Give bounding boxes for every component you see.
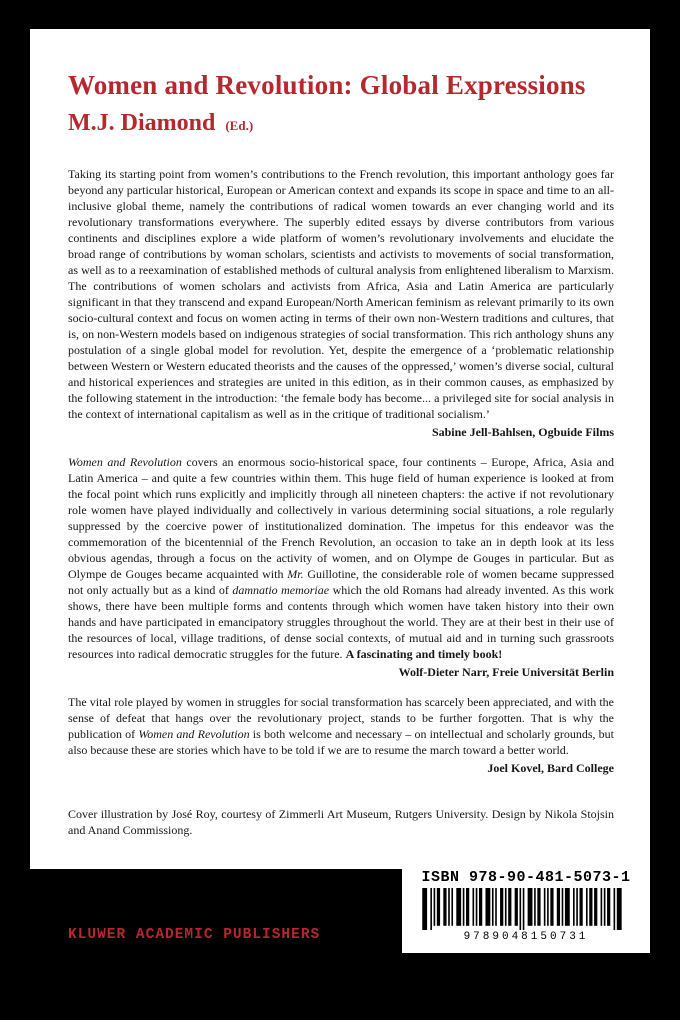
blurb-2-latin-italic: damnatio memoriae	[232, 583, 330, 598]
author-name: M.J. Diamond	[68, 109, 216, 136]
isbn-barcode-box	[402, 866, 650, 953]
barcode	[419, 888, 633, 930]
blurb-3-attribution: Joel Kovel, Bard College	[487, 761, 614, 776]
blurb-2-part1: covers an enormous socio-historical space, four continents – Europe, Africa, Asia and Latin America – and quite a few countries within them. This huge field of human experience is looked at from the focal point which runs explicitly and implicitly through all nineteen chapters: the active if not revolutionary role women have played individually and collectively in various determining social situations, a role regularly suppressed by the coercive power of institutionalized domination. The impetus for this endeavor was the commemoration of the bicentennial of the French Revolution, an occasion to take an in depth look at its less obvious agendas, through a focus on the activity of women, and on Olympe de Gouges in particular. But as Olympe de Gouges became acquainted with	[68, 455, 614, 582]
blurb-1-text: Taking its starting point from women’s contributions to the French revolution, this important anthology goes far beyond any particular historical, European or American context and expands its scope in space and time to an all-inclusive global theme, namely the contributions of radical women towards an ever changing world and its revolutionary transformations everywhere. The superbly edited essays by diverse contributors from various continents and disciplines explore a wide platform of women’s revolutionary involvements and elucidate the broad range of contributions by woman scholars, scientists and activists to movements of social transformation, as well as to a reexamination of established methods of cultural analysis from enlightened liberalism to Marxism. The contributions of women scholars and activists from Africa, Asia and Latin America are particularly significant in that they transcend and expand European/North American feminism as relevant primarily to its own socio-cultural context and focus on women acting in terms of their own non-Western traditions and cultures, that is, on non-Western models based on indigenous strategies of social transformation. This rich anthology shuns any postulation of a single global model for revolution. Yet, despite the emergence of a ‘problematic relationship between Western or Western educated theorists and the causes of the oppressed,’ women’s diverse social, cultural and historical experiences and strategies are united in this edition, as in their common causes, as emphasized by the following statement in the introduction: ‘the female body has become... a privileged site for social analysis in the context of international capitalism as well as in the critique of traditional socialism.’	[68, 167, 614, 422]
isbn-label: ISBN 978-90-481-5073-1	[421, 869, 631, 886]
editor-suffix: (Ed.)	[225, 117, 254, 133]
blurb-2-part2: Guillotine, the considerable role of women became suppressed not only actually but as a kind of	[68, 567, 614, 598]
publisher-logo: KLUWER ACADEMIC PUBLISHERS	[68, 927, 321, 943]
blurb-3-part2: is both welcome and necessary – on intellectual and scholarly grounds, but also because these are stories which have to be told if we are to resume the march toward a better world.	[68, 727, 614, 758]
page-body	[30, 29, 650, 869]
blurb-3-text	[68, 694, 614, 758]
blurb-2-title-italic: Women and Revolution	[68, 455, 182, 470]
blurb-section	[68, 166, 614, 776]
blurb-3-title-italic: Women and Revolution	[138, 727, 250, 742]
blurb-2-part3: which the old Romans had already invented. As this work shows, there have been multiple forms and contents through which women have taken history into their own hands and have participated in emancipatory struggles throughout the world. They are at their best in their use of the resources of local, village traditions, of dense social contexts, of mutual aid and in turning such grassroots resources into radical democratic struggles for the future.	[68, 583, 614, 662]
cover-credits: Cover illustration by José Roy, courtesy of Zimmerli Art Museum, Rutgers University. Design by Nikola Stojsin and Anand Commissiong.	[68, 807, 614, 838]
blurb-3-part1: The vital role played by women in struggles for social transformation has scarcely been appreciated, and with the sense of defeat that hangs over the revolutionary project, stands to be further forgotten. That is why the publication of	[68, 695, 614, 742]
blurb-2-attribution: Wolf-Dieter Narr, Freie Universität Berlin	[398, 665, 614, 680]
blurb-2-text	[68, 454, 614, 662]
blurb-1-attribution: Sabine Jell-Bahlsen, Ogbuide Films	[431, 425, 614, 440]
blurb-2-bold-closing: A fascinating and timely book!	[345, 647, 503, 662]
blurb-2-mr-italic: Mr.	[287, 567, 304, 582]
book-title: Women and Revolution: Global Expressions	[68, 70, 586, 100]
isbn-number: 9789048150731	[463, 931, 589, 943]
book-author	[68, 110, 614, 136]
